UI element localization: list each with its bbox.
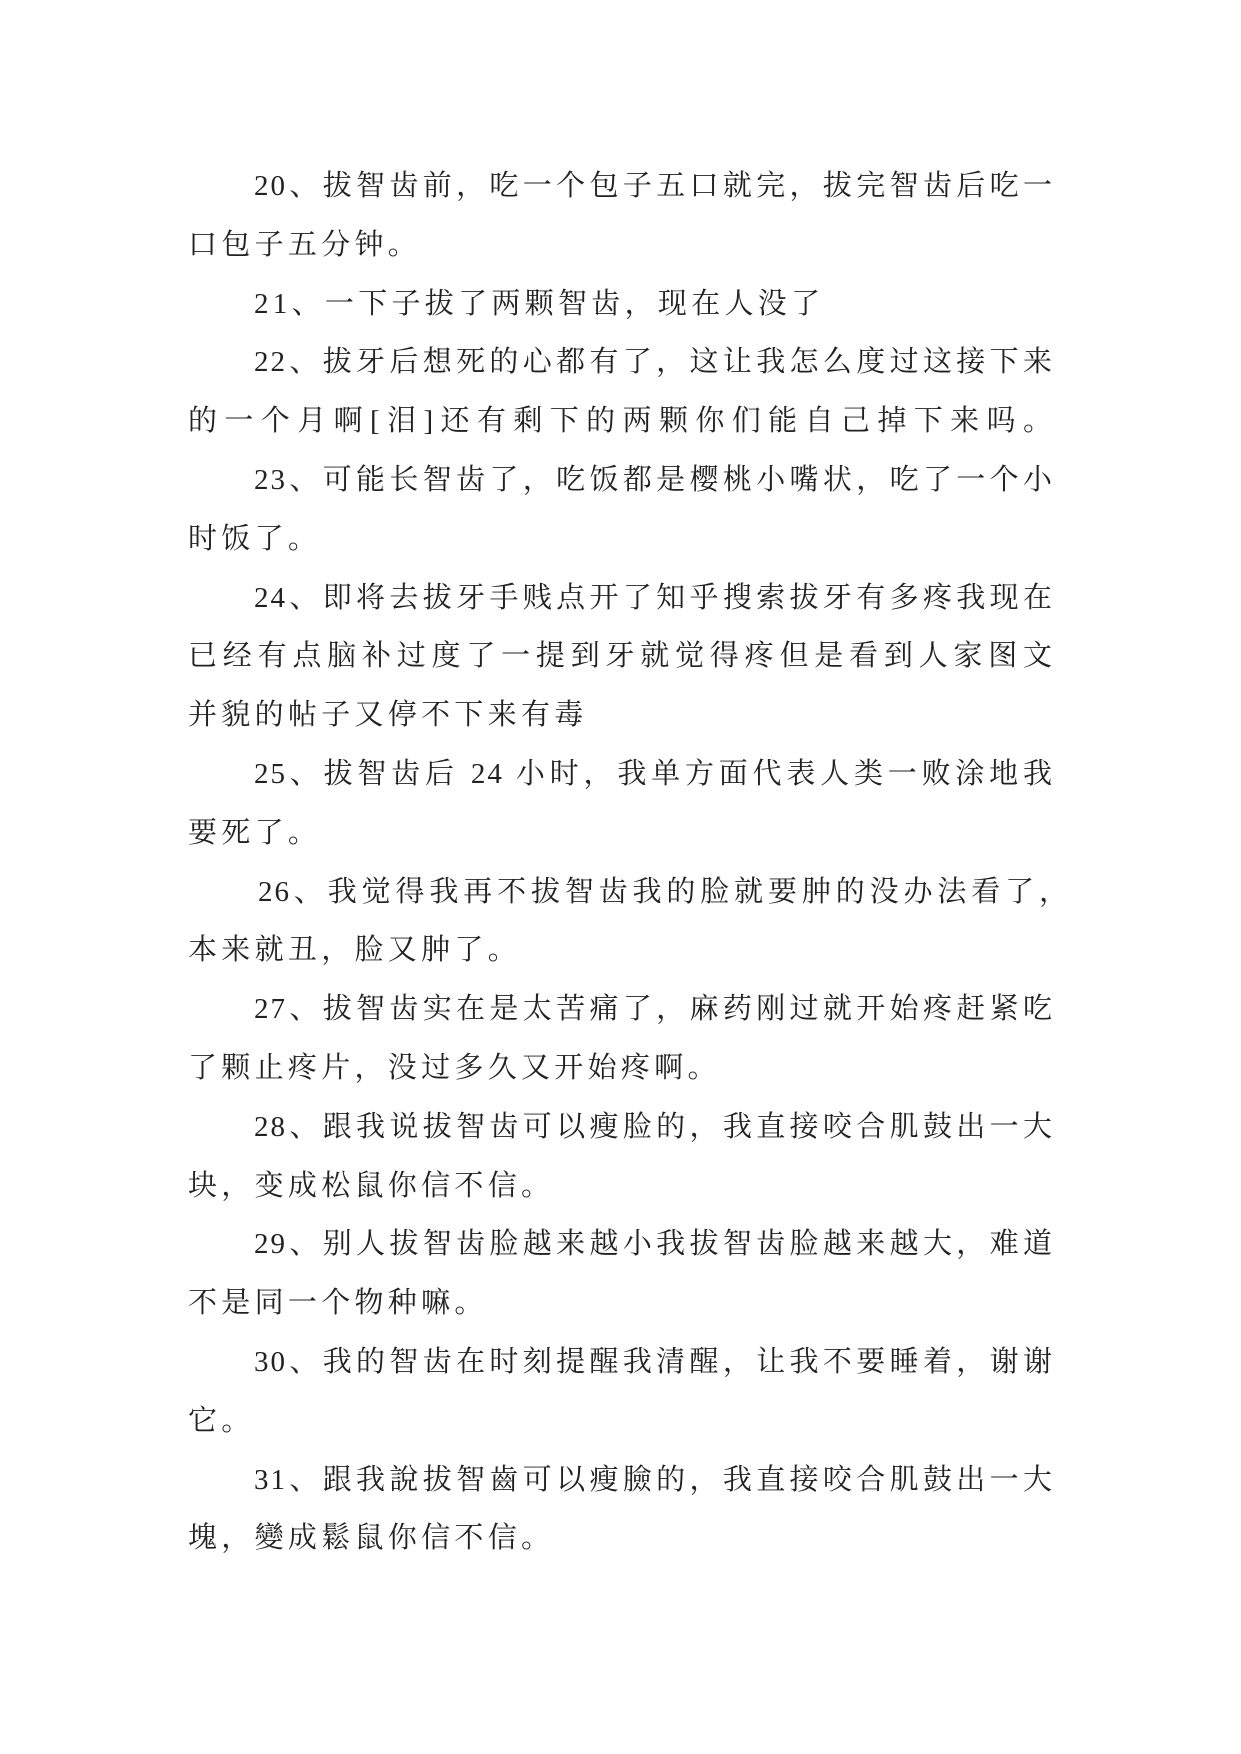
paragraph-22 [188, 333, 1054, 451]
paragraph-line: 它。 [188, 1404, 255, 1437]
paragraph-line: 塊，變成鬆鼠你信不信。 [188, 1522, 555, 1555]
paragraph-24 [188, 569, 1054, 745]
paragraph-line: 28、跟我说拔智齿可以瘦脸的，我直接咬合肌鼓出一大 [254, 1110, 1054, 1143]
paragraph-line: 22、拔牙后想死的心都有了，这让我怎么度过这接下来 [254, 346, 1054, 379]
paragraph-line: 31、跟我說拔智齒可以瘦臉的，我直接咬合肌鼓出一大 [254, 1463, 1054, 1496]
paragraph-line: 块，变成松鼠你信不信。 [188, 1169, 555, 1202]
paragraph-29 [188, 1215, 1054, 1333]
paragraph-line: 27、拔智齿实在是太苦痛了，麻药刚过就开始疼赶紧吃 [254, 993, 1054, 1026]
paragraph-26 [188, 863, 1070, 981]
paragraph-line: 26、我觉得我再不拔智齿我的脸就要肿的没办法看了， [258, 875, 1070, 908]
document-body [188, 157, 1070, 1568]
paragraph-line: 20、拔智齿前，吃一个包子五口就完，拔完智齿后吃一 [254, 170, 1054, 202]
paragraph-line: 21、一下子拔了两颗智齿，现在人没了 [254, 287, 825, 320]
paragraph-line: 本来就丑，脸又肿了。 [188, 934, 522, 967]
paragraph-line: 已经有点脑补过度了一提到牙就觉得疼但是看到人家图文 [188, 640, 1054, 673]
paragraph-line: 不是同一个物种嘛。 [188, 1287, 488, 1320]
paragraph-30 [188, 1333, 1054, 1451]
paragraph-31 [188, 1451, 1054, 1569]
paragraph-line: 时饭了。 [188, 522, 322, 555]
paragraph-line: 口包子五分钟。 [188, 228, 422, 261]
paragraph-line: 并貌的帖子又停不下来有毒 [188, 699, 588, 732]
paragraph-line: 30、我的智齿在时刻提醒我清醒，让我不要睡着，谢谢 [254, 1345, 1054, 1378]
paragraph-line: 23、可能长智齿了，吃饭都是樱桃小嘴状，吃了一个小 [254, 463, 1054, 496]
paragraph-line: 要死了。 [188, 816, 322, 849]
paragraph-25 [188, 745, 1054, 863]
paragraph-line: 了颗止疼片，没过多久又开始疼啊。 [188, 1051, 721, 1084]
paragraph-line: 29、别人拔智齿脸越来越小我拔智齿脸越来越大，难道 [254, 1228, 1054, 1261]
paragraph-27 [188, 980, 1054, 1098]
paragraph-line: 24、即将去拔牙手贱点开了知乎搜索拔牙有多疼我现在 [254, 581, 1054, 614]
paragraph-21 [188, 275, 1054, 334]
paragraph-line: 25、拔智齿后 24 小时，我单方面代表人类一败涂地我 [254, 757, 1054, 790]
paragraph-line: 的一个月啊[泪]还有剩下的两颗你们能自己掉下来吗。 [188, 405, 1054, 438]
paragraph-28 [188, 1098, 1054, 1216]
paragraph-20 [188, 157, 1054, 275]
paragraph-23 [188, 451, 1054, 569]
